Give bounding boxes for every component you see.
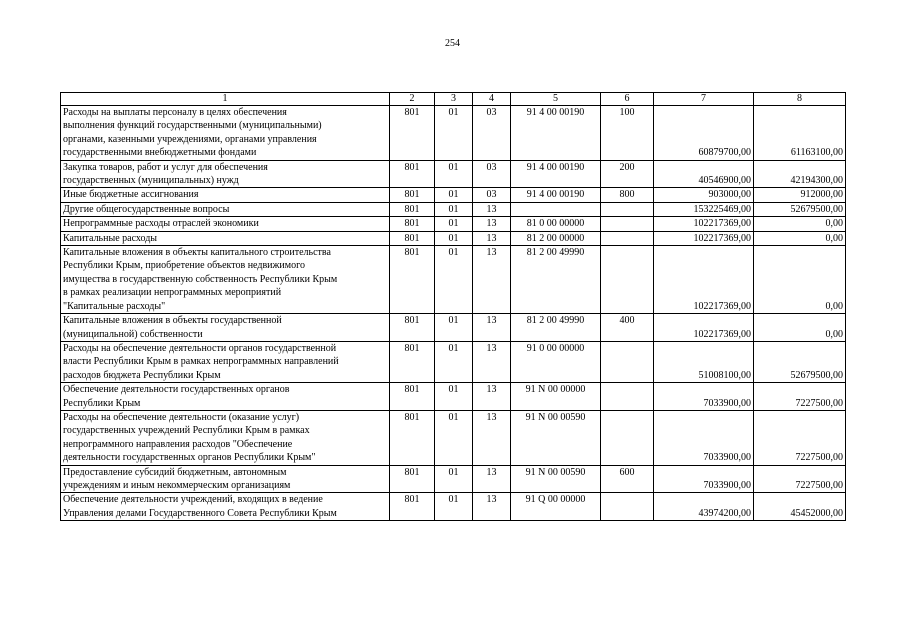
- expense-type-cell: [601, 493, 654, 521]
- amount-year1-cell: 60879700,00: [654, 106, 754, 161]
- row-name-cell: Капитальные расходы: [61, 231, 390, 245]
- table-row: [61, 493, 846, 521]
- section-code-cell: 01: [435, 465, 473, 493]
- subsection-code-cell: 13: [473, 493, 511, 521]
- target-article-cell: 91 N 00 00000: [511, 383, 601, 411]
- header-cell: 5: [511, 93, 601, 106]
- amount-year2-cell: 0,00: [754, 314, 846, 342]
- section-code-cell: 01: [435, 246, 473, 314]
- section-code-cell: 01: [435, 106, 473, 161]
- row-name-cell: Непрограммные расходы отраслей экономики: [61, 217, 390, 231]
- subsection-code-cell: 13: [473, 410, 511, 465]
- expense-type-cell: [601, 246, 654, 314]
- subsection-code-cell: 13: [473, 217, 511, 231]
- expense-type-cell: [601, 217, 654, 231]
- table-row: [61, 217, 846, 231]
- target-article-cell: 91 N 00 00590: [511, 410, 601, 465]
- department-code-cell: 801: [390, 341, 435, 382]
- expense-type-cell: [601, 383, 654, 411]
- target-article-cell: 91 N 00 00590: [511, 465, 601, 493]
- subsection-code-cell: 03: [473, 188, 511, 202]
- amount-year2-cell: 7227500,00: [754, 465, 846, 493]
- amount-year1-cell: 153225469,00: [654, 202, 754, 216]
- subsection-code-cell: 13: [473, 231, 511, 245]
- amount-year1-cell: 7033900,00: [654, 465, 754, 493]
- amount-year1-cell: 102217369,00: [654, 217, 754, 231]
- department-code-cell: 801: [390, 493, 435, 521]
- header-cell: 6: [601, 93, 654, 106]
- department-code-cell: 801: [390, 465, 435, 493]
- target-article-cell: 81 2 00 00000: [511, 231, 601, 245]
- department-code-cell: 801: [390, 246, 435, 314]
- table-row: [61, 160, 846, 188]
- table-row: [61, 341, 846, 382]
- section-code-cell: 01: [435, 231, 473, 245]
- amount-year1-cell: 43974200,00: [654, 493, 754, 521]
- row-name-cell: Предоставление субсидий бюджетным, автономным учреждениям и иным некоммерческим организациям: [61, 465, 390, 493]
- table-row: [61, 383, 846, 411]
- header-cell: 4: [473, 93, 511, 106]
- row-name-cell: Закупка товаров, работ и услуг для обеспечения государственных (муниципальных) нужд: [61, 160, 390, 188]
- amount-year2-cell: 0,00: [754, 246, 846, 314]
- table-row: [61, 246, 846, 314]
- department-code-cell: 801: [390, 106, 435, 161]
- section-code-cell: 01: [435, 383, 473, 411]
- amount-year2-cell: 7227500,00: [754, 410, 846, 465]
- department-code-cell: 801: [390, 160, 435, 188]
- subsection-code-cell: 03: [473, 160, 511, 188]
- target-article-cell: 91 4 00 00190: [511, 106, 601, 161]
- amount-year1-cell: 7033900,00: [654, 410, 754, 465]
- table-row: [61, 106, 846, 161]
- department-code-cell: 801: [390, 202, 435, 216]
- section-code-cell: 01: [435, 202, 473, 216]
- amount-year2-cell: 7227500,00: [754, 383, 846, 411]
- subsection-code-cell: 13: [473, 465, 511, 493]
- header-cell: 2: [390, 93, 435, 106]
- table-row: [61, 465, 846, 493]
- target-article-cell: 81 2 00 49990: [511, 246, 601, 314]
- department-code-cell: 801: [390, 410, 435, 465]
- row-name-cell: Иные бюджетные ассигнования: [61, 188, 390, 202]
- amount-year2-cell: 52679500,00: [754, 202, 846, 216]
- department-code-cell: 801: [390, 188, 435, 202]
- header-row: [61, 93, 846, 106]
- budget-table: [60, 92, 846, 521]
- row-name-cell: Другие общегосударственные вопросы: [61, 202, 390, 216]
- expense-type-cell: 800: [601, 188, 654, 202]
- amount-year1-cell: 40546900,00: [654, 160, 754, 188]
- subsection-code-cell: 13: [473, 246, 511, 314]
- table-row: [61, 231, 846, 245]
- subsection-code-cell: 13: [473, 341, 511, 382]
- header-cell: 8: [754, 93, 846, 106]
- amount-year1-cell: 7033900,00: [654, 383, 754, 411]
- table-row: [61, 188, 846, 202]
- expense-type-cell: [601, 410, 654, 465]
- section-code-cell: 01: [435, 188, 473, 202]
- row-name-cell: Расходы на выплаты персоналу в целях обеспечения выполнения функций государственными (муниципальными) органами, казенными учреждениями, органами управления государственными внебюджетными фондами: [61, 106, 390, 161]
- section-code-cell: 01: [435, 160, 473, 188]
- target-article-cell: 81 2 00 49990: [511, 314, 601, 342]
- amount-year2-cell: 45452000,00: [754, 493, 846, 521]
- section-code-cell: 01: [435, 341, 473, 382]
- section-code-cell: 01: [435, 314, 473, 342]
- target-article-cell: [511, 202, 601, 216]
- expense-type-cell: 600: [601, 465, 654, 493]
- section-code-cell: 01: [435, 217, 473, 231]
- row-name-cell: Обеспечение деятельности учреждений, входящих в ведение Управления делами Государственного Совета Республики Крым: [61, 493, 390, 521]
- amount-year1-cell: 102217369,00: [654, 231, 754, 245]
- table-row: [61, 314, 846, 342]
- target-article-cell: 91 0 00 00000: [511, 341, 601, 382]
- row-name-cell: Капитальные вложения в объекты государственной (муниципальной) собственности: [61, 314, 390, 342]
- row-name-cell: Расходы на обеспечение деятельности органов государственной власти Республики Крым в рамках непрограммных направлений расходов бюджета Республики Крым: [61, 341, 390, 382]
- row-name-cell: Расходы на обеспечение деятельности (оказание услуг) государственных учреждений Республики Крым в рамках непрограммного направления расходов "Обеспечение деятельности государственных органов Республики Крым": [61, 410, 390, 465]
- table-row: [61, 410, 846, 465]
- expense-type-cell: [601, 202, 654, 216]
- subsection-code-cell: 13: [473, 314, 511, 342]
- expense-type-cell: [601, 231, 654, 245]
- row-name-cell: Капитальные вложения в объекты капитального строительства Республики Крым, приобретение объектов недвижимого имущества в государственную собственность Республики Крым в рамках реализации непрограммных мероприятий "Капитальные расходы": [61, 246, 390, 314]
- department-code-cell: 801: [390, 383, 435, 411]
- header-cell: 3: [435, 93, 473, 106]
- target-article-cell: 91 4 00 00190: [511, 188, 601, 202]
- amount-year2-cell: 912000,00: [754, 188, 846, 202]
- amount-year1-cell: 903000,00: [654, 188, 754, 202]
- amount-year2-cell: 0,00: [754, 231, 846, 245]
- amount-year2-cell: 61163100,00: [754, 106, 846, 161]
- target-article-cell: 91 Q 00 00000: [511, 493, 601, 521]
- expense-type-cell: 100: [601, 106, 654, 161]
- section-code-cell: 01: [435, 410, 473, 465]
- row-name-cell: Обеспечение деятельности государственных органов Республики Крым: [61, 383, 390, 411]
- expense-type-cell: [601, 341, 654, 382]
- header-cell: 1: [61, 93, 390, 106]
- subsection-code-cell: 13: [473, 202, 511, 216]
- amount-year2-cell: 52679500,00: [754, 341, 846, 382]
- target-article-cell: 81 0 00 00000: [511, 217, 601, 231]
- amount-year1-cell: 102217369,00: [654, 314, 754, 342]
- page-number: 254: [445, 38, 460, 49]
- section-code-cell: 01: [435, 493, 473, 521]
- expense-type-cell: 200: [601, 160, 654, 188]
- amount-year2-cell: 42194300,00: [754, 160, 846, 188]
- department-code-cell: 801: [390, 314, 435, 342]
- amount-year2-cell: 0,00: [754, 217, 846, 231]
- table-row: [61, 202, 846, 216]
- department-code-cell: 801: [390, 217, 435, 231]
- target-article-cell: 91 4 00 00190: [511, 160, 601, 188]
- subsection-code-cell: 13: [473, 383, 511, 411]
- header-cell: 7: [654, 93, 754, 106]
- amount-year1-cell: 102217369,00: [654, 246, 754, 314]
- amount-year1-cell: 51008100,00: [654, 341, 754, 382]
- expense-type-cell: 400: [601, 314, 654, 342]
- subsection-code-cell: 03: [473, 106, 511, 161]
- department-code-cell: 801: [390, 231, 435, 245]
